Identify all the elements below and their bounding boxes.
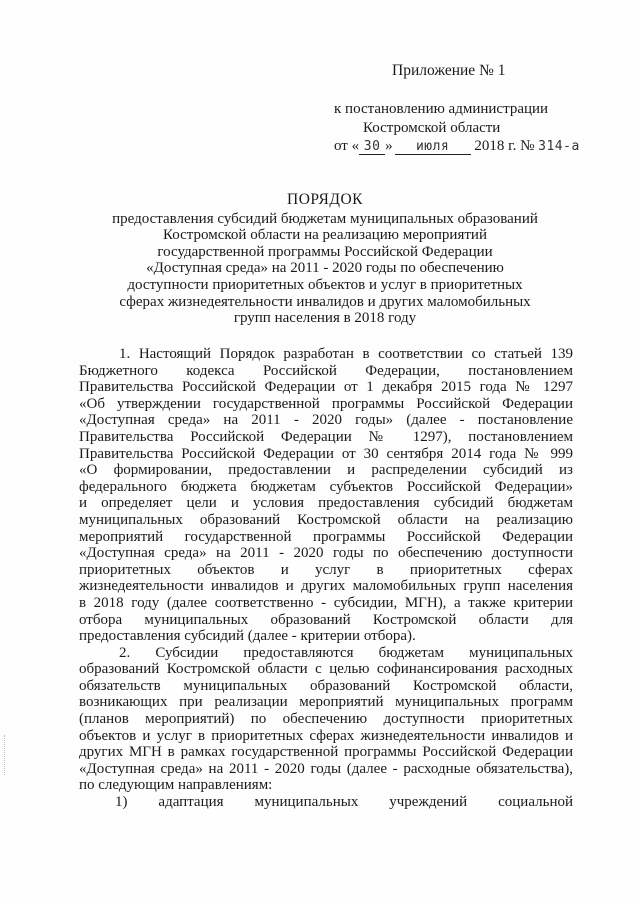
text-line: приоритетных объектов и услуг в приоритетных сферах — [79, 561, 573, 578]
text-line: Бюджетного кодекса Российской Федерации, постановлением — [79, 362, 573, 379]
text-line: «Доступная среда» на 2011 - 2020 годы» (далее - постановление — [79, 412, 573, 429]
approval-block — [334, 100, 580, 157]
text-line: муниципальных образований Костромской области на реализацию — [79, 511, 573, 528]
doc-number: 314-а — [538, 139, 580, 154]
title-line: государственной программы Российской Федерации — [157, 243, 493, 260]
text-line: по следующим направлениям: — [79, 777, 273, 794]
title-line: сферах жизнедеятельности инвалидов и других маломобильных — [119, 293, 531, 310]
title-line: предоставления субсидий бюджетам муниципальных образований — [112, 210, 538, 227]
text-line: федерального бюджета бюджетам субъектов Российской Федерации» — [79, 478, 573, 495]
text-line: возникающих при реализации мероприятий муниципальных программ — [79, 694, 573, 711]
text-line: других МГН в рамках государственной программы Российской Федерации — [79, 744, 573, 761]
document-body — [79, 346, 573, 811]
text-line: Правительства Российской Федерации от 30 сентября 2014 года № 999 — [79, 445, 573, 462]
text-line: мероприятий государственной программы Российской Федерации — [79, 528, 573, 545]
scan-margin-mark — [4, 735, 7, 775]
text-line: образований Костромской области с целью софинансирования расходных — [79, 661, 573, 678]
date-day: 30 — [359, 140, 385, 155]
text-line: предоставления субсидий (далее - критерии отбора). — [79, 628, 416, 645]
appendix-title: Приложение № 1 — [392, 62, 506, 79]
text-line: в 2018 году (далее соответственно - субсидии, МГН), а также критерии — [79, 594, 573, 611]
text-line: «Доступная среда» на 2011 - 2020 годы (далее - расходные обязательства), — [79, 760, 573, 777]
text-line: «О формировании, предоставлении и распределении субсидий из — [79, 462, 573, 479]
text-line: и определяет цели и условия предоставления субсидий бюджетам — [79, 495, 573, 512]
text-line: (планов мероприятий) по обеспечению доступности приоритетных — [79, 711, 573, 728]
text-line: 2. Субсидии предоставляются бюджетам муниципальных — [119, 644, 573, 661]
approval-line: к постановлению администрации — [334, 101, 549, 117]
text-line: 1) адаптация муниципальных учреждений социальной — [115, 794, 573, 811]
title-line: доступности приоритетных объектов и услуг в приоритетных — [127, 276, 523, 293]
text-line: отбора муниципальных образований Костромской области для — [79, 611, 573, 628]
date-year: 2018 г. № — [474, 138, 535, 154]
date-month: июля — [395, 140, 471, 155]
date-quote-close: » — [385, 138, 393, 154]
document-title — [80, 192, 570, 327]
text-line: обязательств муниципальных образований Костромской области, — [79, 677, 573, 694]
text-line: «Доступная среда» на 2011 - 2020 годы по обеспечению доступности — [79, 545, 573, 562]
title-line: Костромской области на реализацию мероприятий — [163, 227, 487, 244]
text-line: 1. Настоящий Порядок разработан в соответствии со статьей 139 — [119, 346, 573, 362]
approval-line: Костромской области — [363, 119, 501, 136]
text-line: Правительства Российской Федерации от 1 декабря 2015 года № 1297 — [79, 379, 573, 396]
date-prefix: от « — [334, 138, 360, 154]
paragraph-3 — [79, 794, 573, 811]
title-line: «Доступная среда» на 2011 - 2020 годы по обеспечению — [146, 260, 504, 277]
text-line: жизнедеятельности инвалидов и других маломобильных групп населения — [79, 578, 573, 595]
text-line: объектов и услуг в приоритетных сферах жизнедеятельности инвалидов и — [79, 727, 573, 744]
text-line: Правительства Российской Федерации № 1297), постановлением — [79, 428, 573, 445]
text-line: «Об утверждении государственной программы Российской Федерации — [79, 395, 573, 412]
title-line: групп населения в 2018 году — [233, 310, 417, 327]
paragraph-1 — [79, 346, 573, 645]
approval-date-line — [334, 137, 580, 157]
paragraph-2 — [79, 645, 573, 794]
title-heading: ПОРЯДОК — [287, 191, 363, 208]
